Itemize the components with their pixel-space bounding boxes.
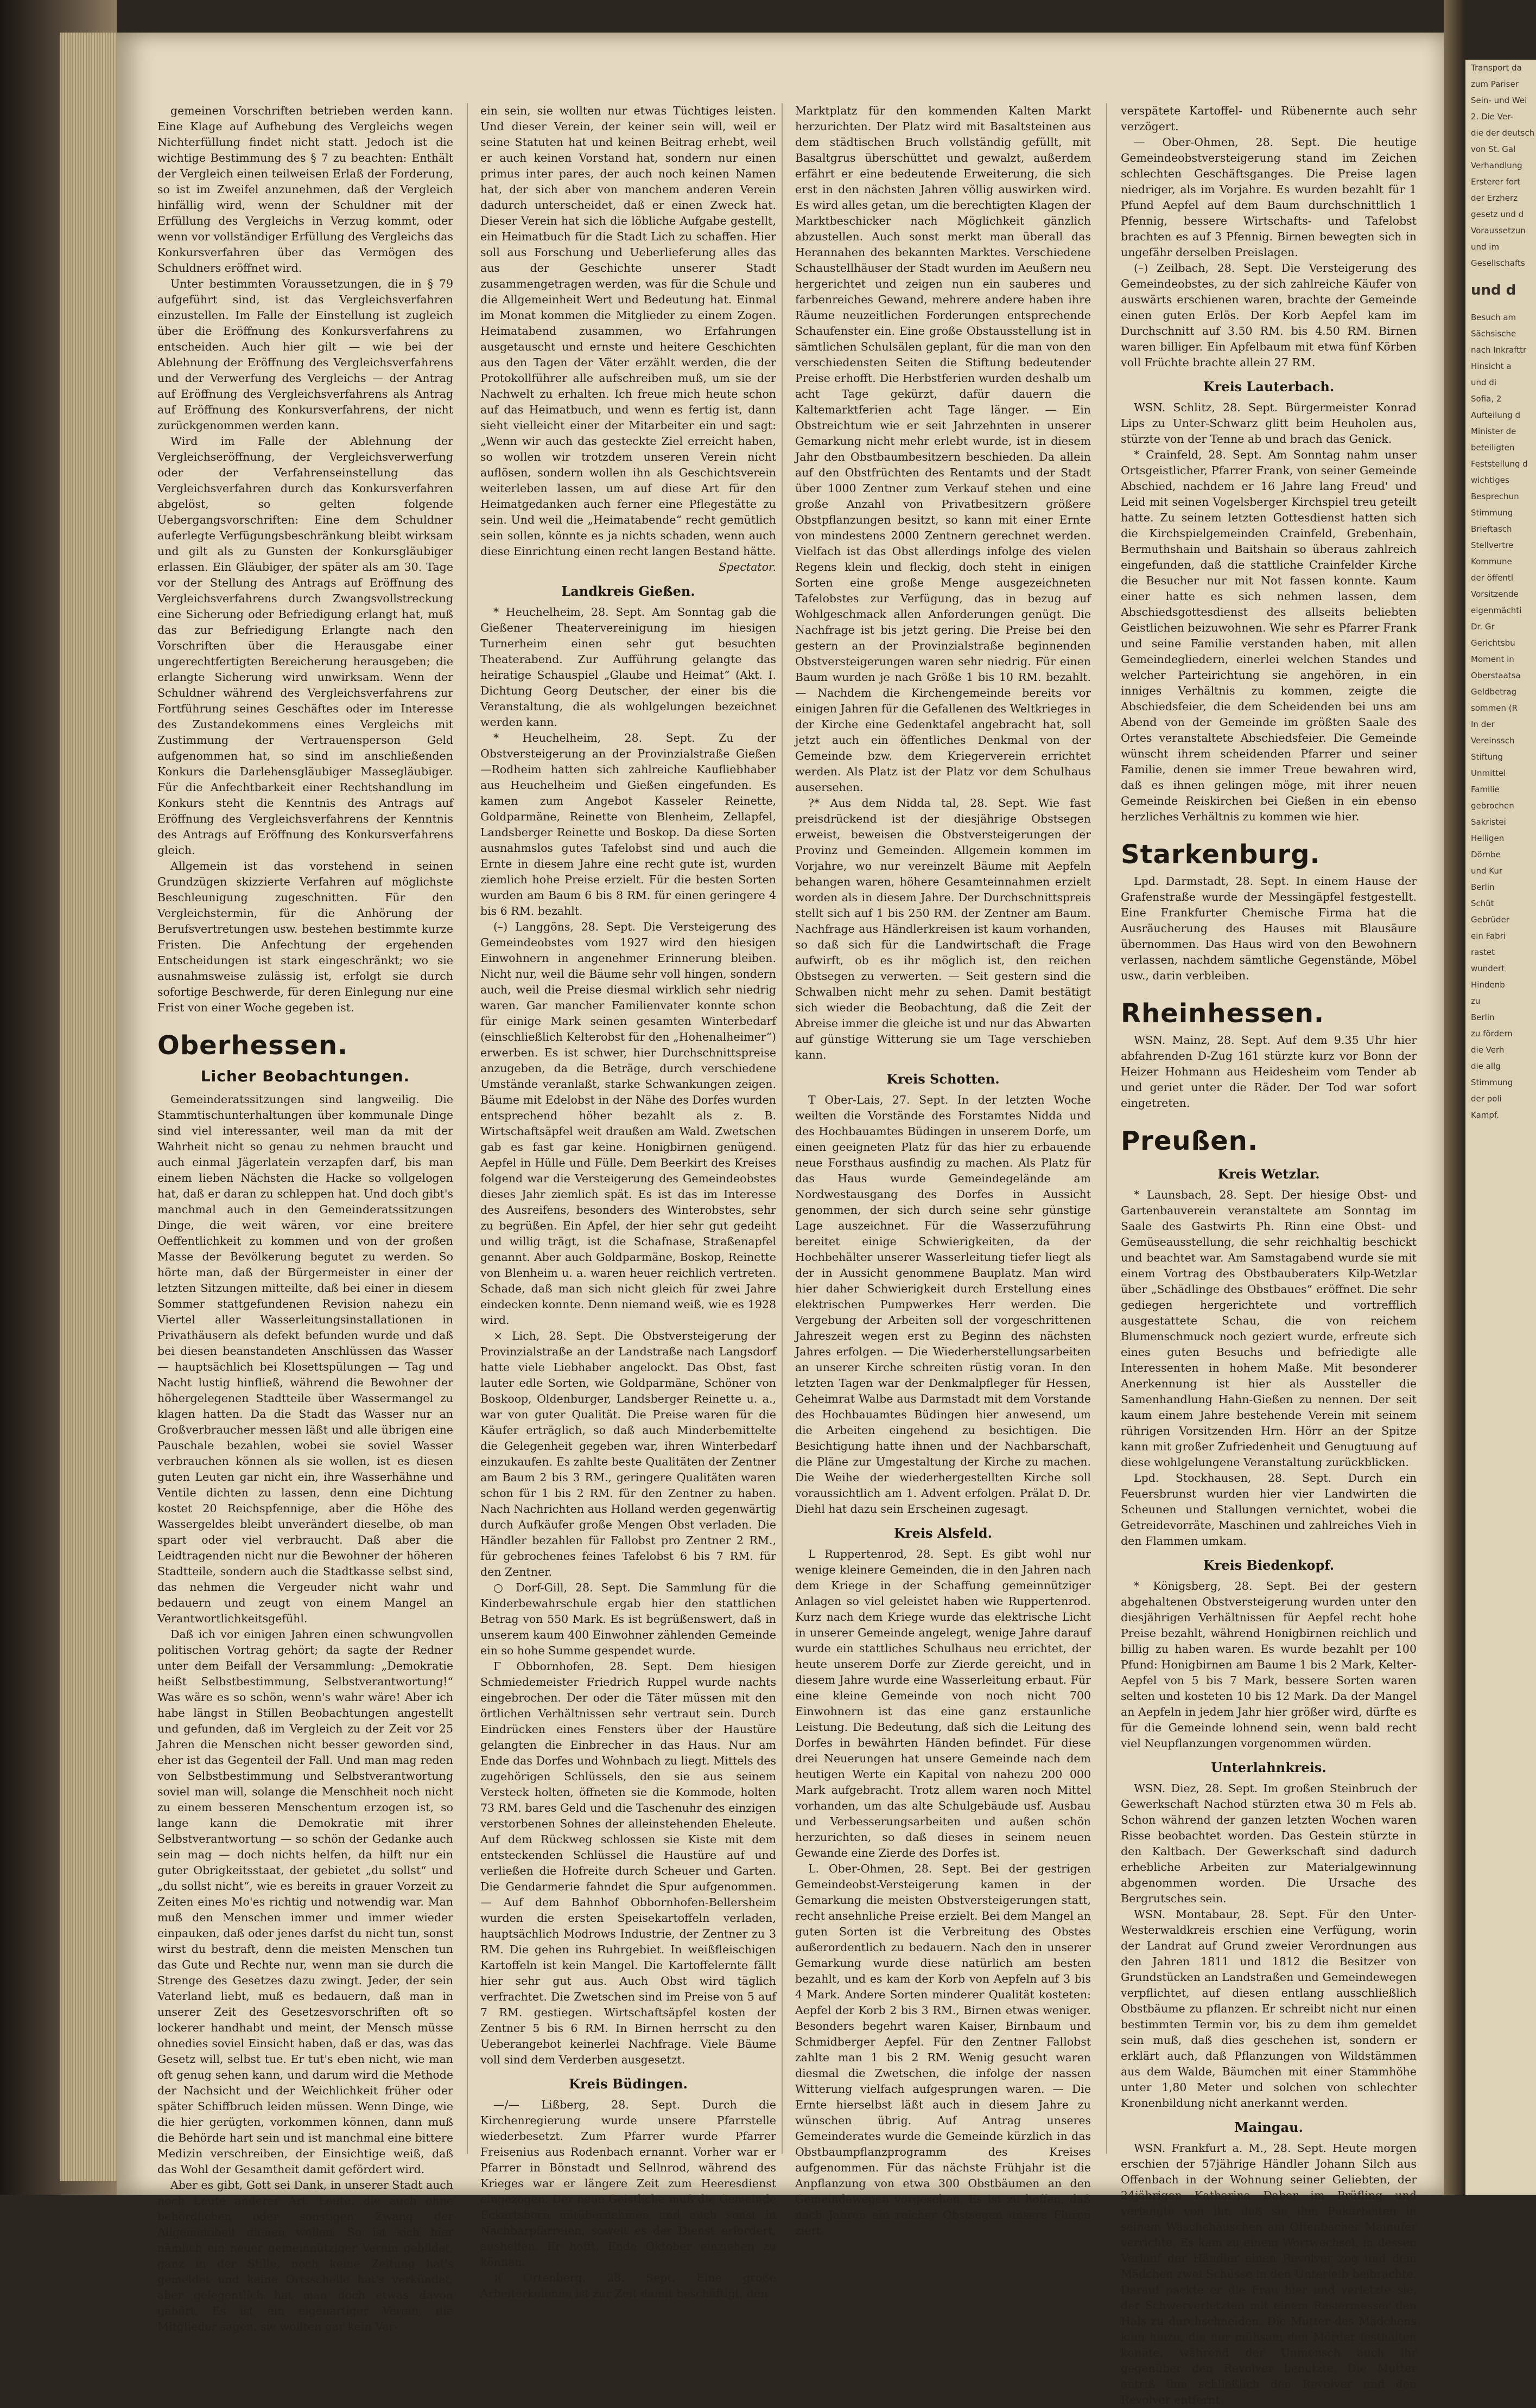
- next-page-fragment: Kommune: [1471, 557, 1512, 566]
- next-page-edge: [1465, 60, 1536, 2195]
- next-page-fragment: rastet: [1471, 947, 1495, 957]
- article-paragraph: Lpd. Stockhausen, 28. Sept. Durch ein Feuersbrunst wurden hier vier Landwirten die Scheunen und Stallungen vernichtet, wobei die Getreidevorräte, Maschinen und zahlreiches Vieh in den Flammen umkam.: [1121, 1471, 1417, 1547]
- next-page-fragment: Sakristei: [1471, 817, 1506, 827]
- region-heading: Rheinhessen.: [1121, 998, 1325, 1029]
- next-page-fragment: Dörnbe: [1471, 850, 1501, 859]
- next-page-fragment: Moment in: [1471, 654, 1514, 664]
- column-3: [795, 103, 1091, 2237]
- article-paragraph: WSN. Frankfurt a. M., 28. Sept. Heute morgen erschien der 57jährige Händler Johann Silch aus Offenbach in der Wohnung seiner Geliebten, der 24jährigen Katharina Daber im Prüfling und verlangte von ihr, daß sie ihm Pukarbeiten in seinem Wäschehäuschen am Offenbacher Mainufer verrichte. Es kam zu einem Wortwechsel, in dessen Verlauf der Händler einen Revolver zog und dem Mädchen zwei Schüsse in den Unterleib beibrachte. Darauf packte er die Frau hier und verletzte sie, der Schwerverletzten mit einem Rasiermesser den Hals zu durchschneiden. Die Mutter des Mädchens kam hinzu, die nur mühsam den Mörder festhalten konnte, während der Unmensch auch ihr gegenüber den Revolver benutzte. Die Mutter entriß ihm schließlich den Revolver und den Revolver entfernt.: [1121, 2142, 1417, 2406]
- next-page-fragment: sommen (R: [1471, 703, 1518, 713]
- next-page-fragment: die der deutsch: [1471, 128, 1535, 138]
- next-page-fragment: beteiligten: [1471, 443, 1515, 453]
- column-4: [1121, 103, 1417, 2406]
- article-paragraph: Aber es gibt, Gott sei Dank, in unserer Stadt auch noch Leute anderer Art. Leute, die auch ohne behördlichen oder sonstigen Zwang der Allgemeinheit dienen wollen. So ist sich hier nämlich ein neuer gemeinnütziger Verein gebildet, ganz in der Stille, noch keine Zeitung hat's gemeldet und keine Ortsschelle hat's verkündet, aber gelegentlich hat man doch etwas davon gehört. Es ist ein eigenartiger Verein, die Mitglieder sagen, sie wollten gar kein Ver-: [157, 2178, 453, 2333]
- district-heading: Kreis Biedenkopf.: [1203, 1557, 1335, 1573]
- district-heading: Kreis Büdingen.: [569, 2076, 688, 2092]
- article-paragraph: Allgemein ist das vorstehend in seinen Grundzügen skizzierte Verfahren auf möglichste Beschleunigung zugeschnitten. Für den Vergleichstermin, für die Anhörung der Berufsvertretungen usw. bestehen bestimmte kurze Fristen. Die Anfechtung der ergehenden Entscheidungen ist stark eingeschränkt; wo sie ausnahmsweise zulässig ist, erfolgt sie durch sofortige Beschwerde, für deren Einlegung nur eine Frist von einer Woche gegeben ist.: [157, 859, 453, 1014]
- next-page-fragment: der Erzherz: [1471, 193, 1518, 203]
- article-paragraph: gemeinen Vorschriften betrieben werden kann. Eine Klage auf Aufhebung des Vergleichs wegen Nichterfüllung findet nicht statt. Jedoch ist die wichtige Bestimmung des § 7 zu beachten: Enthält der Vergleich einen teilweisen Erlaß der Forderung, so ist im Zweifel anzunehmen, daß der Vergleich hinfällig wird, wenn der Schuldner mit der Erfüllung des Vergleichs in Verzug kommt, oder wenn vor vollständiger Erfüllung des Vergleichs das Konkursverfahren über das Vermögen des Schuldners eröffnet wird.: [157, 104, 453, 275]
- next-page-fragment: Berlin: [1471, 882, 1495, 892]
- district-heading: Landkreis Gießen.: [561, 583, 695, 599]
- article-paragraph: (–) Zeilbach, 28. Sept. Die Versteigerung des Gemeindeobstes, zu der sich zahlreiche Käufer von auswärts erschienen waren, brachte der Gemeinde einen guten Erlös. Der Korb Aepfel kam im Durchschnitt auf 3.50 RM. bis 4.50 RM. Birnen waren billiger. Ein Apfelbaum mit etwa fünf Körben voll Früchte brachte allein 27 RM.: [1121, 262, 1417, 369]
- next-page-fragment: Kampf.: [1471, 1110, 1499, 1120]
- article-paragraph: ein sein, sie wollten nur etwas Tüchtiges leisten. Und dieser Verein, der keiner sein will, weil er seine Statuten hat und keinen Beitrag erhebt, weil er auch keinen Vorstand hat, sondern nur einen primus inter pares, der auch noch keinen Namen hat, der sich aber von manchem anderen Verein dadurch unterscheidet, daß er einen Zweck hat. Dieser Verein hat sich die löbliche Aufgabe gestellt, ein Heimatbuch für die Stadt Lich zu schaffen. Hier soll aus Forschung und Ueberlieferung alles das aus der Geschichte unserer Stadt zusammengetragen werden, was für die Schule und die Allgemeinheit Wert und Bedeutung hat. Einmal im Monat kommen die Mitglieder zu einem Zogen. Heimatabend zusammen, wo Erfahrungen ausgetauscht und ernste und heitere Geschichten aus den Tagen der Väter erzählt werden, die der Protokollführer alle aufschreiben muß, um sie der Nachwelt zu erhalten. Ich freue mich heute schon auf das Heimatbuch, und wenn es fertig ist, dann sieht vielleicht einer der Mitarbeiter ein und sagt: „Wenn wir auch das gesteckte Ziel erreicht haben, so wollen wir trotzdem unseren Verein nicht auflösen, sondern wollen ihn als Geschichtsverein weiterleben lassen, um auf diese Art für den Heimatgedanken auch ferner eine Pflegestätte zu sein. Und weil die „Heimatabende“ recht gemütlich sein sollen, könnte es ja nichts schaden, wenn auch diese Einrichtung einen recht langen Bestand hätte.: [480, 104, 776, 558]
- next-page-fragment: zu fördern: [1471, 1029, 1513, 1039]
- article-paragraph: * Heuchelheim, 28. Sept. Zu der Obstversteigerung an der Provinzialstraße Gießen—Rodheim hatten sich zahlreiche Kaufliebhaber aus Heuchelheim und Gießen eingefunden. Es kamen zum Angebot Kasseler Reinette, Goldparmäne, Reinette von Blenheim, Zellapfel, Landsberger Reinette und Boskop. Da diese Sorten ausnahmslos gutes Tafelobst sind und auch die Ernte in diesem Jahre eine recht gute ist, wurden ziemlich hohe Preise erzielt. Für die besten Sorten wurden am Baum 6 bis 8 RM. für einen geringere 4 bis 6 RM. bezahlt.: [480, 731, 776, 918]
- article-paragraph: * Königsberg, 28. Sept. Bei der gestern abgehaltenen Obstversteigerung wurden unter den diesjährigen Verhältnissen für Aepfel recht hohe Preise bezahlt, während Honigbirnen reichlich und billig zu haben waren. Es wurde bezahlt per 100 Pfund: Honigbirnen am Baume 1 bis 2 Mark, Kelter-Aepfel von 5 bis 7 Mark, bessere Sorten waren selten und kosteten 10 bis 12 Mark. Da der Mangel an Aepfeln in jedem Jahr hier größer wird, dürfte es für die Gemeinde lohnend sein, wenn bald recht viel Neupflanzungen vorgenommen würden.: [1121, 1579, 1417, 1750]
- district-heading: Kreis Wetzlar.: [1217, 1166, 1320, 1182]
- district-heading: Unterlahnkreis.: [1211, 1760, 1326, 1775]
- article-paragraph: verspätete Kartoffel- und Rübenernte auch sehr verzögert.: [1121, 104, 1417, 133]
- article-paragraph: WSN. Diez, 28. Sept. Im großen Steinbruch der Gewerkschaft Nachod stürzten etwa 30 m Fels ab. Schon während der ganzen letzten Wochen waren Risse beobachtet worden. Das Gestein stürzte in den Kaltbach. Der Gewerkschaft sind dadurch erhebliche Arbeiten zur Materialgewinnung abgenommen worden. Die Ursache des Bergrutsches sein.: [1121, 1782, 1417, 1905]
- article-paragraph: WSN. Schlitz, 28. Sept. Bürgermeister Konrad Lips zu Unter-Schwarz glitt beim Heuholen aus, stürzte von der Tenne ab und brach das Genick.: [1121, 401, 1417, 445]
- next-page-fragment: Unmittel: [1471, 768, 1506, 778]
- article-paragraph: L. Ober-Ohmen, 28. Sept. Bei der gestrigen Gemeindeobst-Versteigerung kamen in der Gemarkung die meisten Obstversteigerungen statt, recht ansehnliche Preise erzielt. Bei dem Mangel an guten Sorten ist die Verbreitung des Obstes außerordentlich zu bedauern. Nach den in unserer Gemarkung wurde diese natürlich am besten bezahlt, und es kam der Korb von Aepfeln auf 3 bis 4 Mark. Andere Sorten minderer Qualität kosteten: Aepfel der Korb 2 bis 3 RM., Birnen etwas weniger. Besonders begehrt waren Kaiser, Birnbaum und Schmidberger Aepfel. Für den Zentner Fallobst zahlte man 1 bis 2 RM. Wenig gesucht waren diesmal die Zwetschen, die infolge der nassen Witterung vielfach aufgesprungen waren. — Die Ernte hierselbst läßt auch in diesem Jahre zu wünschen übrig. Auf Antrag unseres Gemeinderates wurde die Gemeinde kürzlich in das Obstbaumpflanzprogramm des Kreises aufgenommen. Für das nächste Frühjahr ist die Anpflanzung von etwa 300 Obstbäumen an den Gemeindewegen vorgesehen. Es ist zu hoffen, daß nach Jahren ein reicher Obstsegen unsere Fluren ziert.: [795, 1862, 1091, 2237]
- region-heading: Preußen.: [1121, 1126, 1259, 1156]
- next-page-fragment: Familie: [1471, 785, 1500, 794]
- next-page-fragment: Gebrüder: [1471, 915, 1509, 925]
- article-paragraph: Lpd. Darmstadt, 28. Sept. In einem Hause der Grafenstraße wurde der Messingäpfel festgestellt. Eine Frankfurter Chemische Firma hat die Ausräucherung des Hauses mit Blausäure übernommen. Das Haus wird von den Bewohnern verlassen, nachdem sämtliche Gegenstände, Möbel usw., darin verbleiben.: [1121, 875, 1417, 982]
- next-page-fragment: Verhandlung: [1471, 161, 1522, 170]
- next-page-fragment: Schüt: [1471, 899, 1494, 908]
- next-page-fragment: der poli: [1471, 1094, 1502, 1104]
- next-page-fragment: die allg: [1471, 1061, 1501, 1071]
- next-page-fragment: eigenmächti: [1471, 606, 1522, 615]
- next-page-fragment: Aufteilung d: [1471, 410, 1521, 420]
- article-paragraph: — Ober-Ohmen, 28. Sept. Die heutige Gemeindeobstversteigerung stand im Zeichen schlechten Geschäftsganges. Die Preise lagen niedriger, als im Vorjahre. Es wurden bezahlt für 1 Pfund Aepfel auf dem Baum durchschnittlich 1 Pfennig, bessere Wirtschafts- und Tafelobst brachten es auf 3 Pfennig. Birnen bewegten sich in ungefähr derselben Preislagen.: [1121, 136, 1417, 259]
- newspaper-columns: [157, 103, 1422, 2406]
- region-heading: Oberhessen.: [157, 1030, 348, 1061]
- article-paragraph: * Launsbach, 28. Sept. Der hiesige Obst- und Gartenbauverein veranstaltete am Sonntag im Saale des Gastwirts Ph. Rinn eine Obst- und Gemüseausstellung, die sehr reichhaltig beschickt und beachtet war. Am Samstagabend wurde sie mit einem Vortrag des Obstbauberaters Kilp-Wetzlar über „Schädlinge des Obstbaues“ eröffnet. Die sehr gediegen hergerichtete und vortrefflich ausgestattete Schau, die von reichem Blumenschmuck noch geziert wurde, erfreute sich eines guten Besuchs und befriedigte alle Interessenten in hohem Maße. Mit besonderer Anerkennung ist hier als Aussteller die Samenhandlung Hahn-Gießen zu nennen. Der seit kaum einem Jahre bestehende Verein mit seinem rührigen Vorsitzenden Hrn. Hörr an der Spitze kann mit großer Zufriedenheit und Genugtuung auf diese wohlgelungene Veranstaltung zurückblicken.: [1121, 1188, 1417, 1469]
- next-page-fragment: Hinsicht a: [1471, 361, 1512, 371]
- next-page-fragment: In der: [1471, 719, 1495, 729]
- article-paragraph: WSN. Montabaur, 28. Sept. Für den Unter-Westerwaldkreis erschien eine Verfügung, worin der Landrat auf Grund zweier Verordnungen aus den Jahren 1811 und 1812 die Besitzer von Grundstücken an Landstraßen und Gemeindewegen verpflichtet, auf diesen entlang ausschließlich Obstbäume zu pflanzen. Er schreibt nicht nur einen bestimmten Termin vor, bis zu dem ihm gemeldet sein muß, daß dies geschehen ist, sondern er erklärt auch, daß Pflanzungen von Wildstämmen aus dem Walde, Bäumchen mit einer Stammhöhe unter 1,80 Meter und solchen von schlechter Kronenbildung nicht anerkannt werden.: [1121, 1908, 1417, 2110]
- next-page-fragment: ein Fabri: [1471, 931, 1506, 941]
- next-page-fragment: Sein- und Wei: [1471, 95, 1527, 105]
- next-page-fragment: Vereinssch: [1471, 736, 1515, 746]
- article-paragraph: * Heuchelheim, 28. Sept. Am Sonntag gab die Gießener Theatervereinigung im hiesigen Turnerheim einen sehr gut besuchten Theaterabend. Zur Aufführung gelangte das heiratige Schauspiel „Glaube und Heimat“ (Akt. I. Dichtung Georg Deutscher, der einer bis die Veranstaltung, die als wohlgelungen bezeichnet werden kann.: [480, 606, 776, 729]
- article-paragraph: —/— Lißberg, 28. Sept. Durch die Kirchenregierung wurde unsere Pfarrstelle wiederbesetzt. Zum Pfarrer wurde Pfarrer Freisenius aus Rodenbach ernannt. Vorher war er Pfarrer in Bönstadt und Sellnrod, während des Krieges war er längere Zeit zum Heeresdienst eingezogen. Der neue Geistliche muß die Gemeinde Eckartsborn mitübernehmen und auch sonst in Nachbarpfarreien, soweit es der Dienst erfordert, aushelfen. Er hofft, Ende Oktober einziehen zu können.: [480, 2098, 776, 2269]
- next-page-fragment: gesetz und d: [1471, 209, 1524, 219]
- next-page-fragment: Brieftasch: [1471, 524, 1512, 534]
- article-paragraph: * Crainfeld, 28. Sept. Am Sonntag nahm unser Ortsgeistlicher, Pfarrer Frank, von seiner Gemeinde Abschied, nachdem er 16 Jahre lang Freud' und Leid mit seinen Vogelsberger Kirchspiel treu geteilt hatte. Zu seinem letzten Gottesdienst hatten sich die Kirchspielgemeinden Crainfeld, Grebenhain, Bermuthshain und Baitshain so überaus zahlreich eingefunden, daß die stattliche Crainfelder Kirche die Besucher nur mit Not fassen konnte. Kaum einer hatte es sich nehmen lassen, dem Abschiedsgottesdienst des allseits beliebten Geistlichen beizuwohnen. Wie sehr es Pfarrer Frank und seine Familie verstanden haben, mit allen Gemeindegliedern, einerlei welchen Standes und welcher Parteirichtung sie angehören, in ein inniges Verhältnis zu kommen, zeigte die Abschiedsfeier, die dem Scheidenden bei uns am Abend von der Gemeinde im größten Saale des Ortes veranstaltete Abschiedsfeier. Die Gemeinde wünscht ihrem scheidenden Pfarrer und seiner Familie, denen sie immer Treue bewahren wird, daß es ihnen gelingen möge, mit ihrer neuen Gemeinde Reiskirchen bei Gießen in ein ebenso herzliches Verhältnis zu kommen wie hier.: [1121, 448, 1417, 823]
- region-heading: Starkenburg.: [1121, 839, 1321, 870]
- next-page-fragment: Gerichtsbu: [1471, 638, 1515, 648]
- article-paragraph: Daß ich vor einigen Jahren einen schwungvollen politischen Vortrag gehört; da sagte der Redner unter dem Beifall der Versammlung: „Demokratie heißt Selbstbestimmung, Selbstverantwortung!“ Was wäre es so schön, wenn's wahr wäre! Aber ich habe längst in Stillen Beobachtungen angestellt und gefunden, daß im Vergleich zu der Zeit vor 25 Jahren die Menschen nicht besser geworden sind, eher ist das Gegenteil der Fall. Und man mag reden von Selbstbestimmung und Selbstverantwortung soviel man will, solange die Menschheit noch nicht zu einem besseren Menschentum erzogen ist, so lange kann die Demokratie mit ihrer Selbstverantwortung — so schön der Gedanke auch sein mag — doch nichts helfen, da hilft nur ein guter Obrigkeitsstaat, der gebietet „du sollst“ und „du sollst nicht“, wie es bereits in grauer Vorzeit zu Zeiten eines Mo'es richtig und notwendig war. Man muß den Menschen immer und immer wieder einpauken, daß oder jenes darfst du nicht tun, sonst wirst du bestraft, denn die meisten Menschen tun das Gute und Rechte nur, wenn man sie durch die Strenge des Gesetzes dazu zwingt. Jeder, der sein Vaterland liebt, muß es bedauern, daß man in unserer Zeit des Gesetzesvorschriften oft so lockerer handhabt und meint, der Mensch müsse ohnedies soviel Einsicht haben, daß er das, was das Gesetz will, selbst tue. Er tut's eben nicht, wie man oft genug sehen kann, und darum wird die Methode der Nachsicht und der Weichlichkeit früher oder später Schiffbruch leiden müssen. Wenn Dinge, wie die hier gerügten, vorkommen können, dann muß die Behörde hart sein und ist manchmal eine bittere Medizin verschreiben, der Einsichtige weiß, daß das Wohl der Gesamtheit damit gefördert wird.: [157, 1628, 453, 2176]
- article-heading: Licher Beobachtungen.: [200, 1067, 410, 1085]
- next-page-fragment: Transport da: [1471, 63, 1522, 73]
- next-page-fragment: zu: [1471, 996, 1481, 1006]
- article-paragraph: T Ober-Lais, 27. Sept. In der letzten Woche weilten die Vorstände des Forstamtes Nidda und des Hochbauamtes Büdingen in unserem Dorfe, um einen geeigneten Platz für das hier zu erbauende neue Forsthaus ausfindig zu machen. Als Platz für das Haus wurde Gemeindegelände am Nordwestausgang des Dorfes in Aussicht genommen, der sich durch seine sehr günstige Lage auszeichnet. Für die Wasserzuführung bereitet einige Schwierigkeiten, da der Hochbehälter unserer Wasserleitung tiefer liegt als der in Aussicht genommene Bauplatz. Man wird hier daher Schwierigkeit durch Erstellung eines elektrischen Pumpwerkes Herr werden. Die Vergebung der Arbeiten soll der vorgeschrittenen Jahreszeit wegen erst zu Beginn des nächsten Jahres erfolgen. — Die Wiederherstellungsarbeiten an unserer Kirche schreiten rüstig voran. In den letzten Tagen war der Denkmalpfleger für Hessen, Geheimrat Walbe aus Darmstadt mit dem Vorstande des Hochbauamtes Büdingen hier anwesend, um die Arbeiten eingehend zu besichtigen. Die Besichtigung hatte ihnen und der Nachbarschaft, die Pläne zur Umgestaltung der Kirche zu machen. Die Weihe der wiederhergestellten Kirche soll voraussichtlich am 1. Advent erfolgen. Prälat D. Dr. Diehl hat dazu sein Erscheinen zugesagt.: [795, 1093, 1091, 1515]
- article-paragraph: Wird im Falle der Ablehnung der Vergleichseröffnung, der Vergleichsverwerfung oder der Verfahrenseinstellung das Vergleichsverfahren durch das Konkursverfahren abgelöst, so gelten folgende Uebergangsvorschriften: Eine dem Schuldner auferlegte Verfügungsbeschränkung bleibt wirksam und gilt als zu Gunsten der Konkursgläubiger erlassen. Ein Gläubiger, der später als am 30. Tage vor der Stellung des Antrags auf Eröffnung des Vergleichsverfahrens durch Zwangsvollstreckung eine Sicherung oder Befriedigung erlangt hat, muß das zur Befriedigung Erlangte nach den Vorschriften über die Herausgabe einer ungerechtfertigten Bereicherung herausgeben; die erlangte Sicherung wird unwirksam. Wenn der Schuldner während des Vergleichsverfahrens zur Fortführung seines Geschäftes oder im Interesse des Zustandekommens eines Vergleichs mit Zustimmung der Vertrauensperson Geld aufgenommen hat, so sind im anschließenden Konkurs die Darlehensgläubiger Massegläubiger. Für die Anfechtbarkeit einer Rechtshandlung im Konkurs steht die Kenntnis des Antrags auf Eröffnung des Vergleichsverfahrens der Kenntnis des Antrags auf Eröffnung des Konkursverfahrens gleich.: [157, 435, 453, 857]
- next-page-fragment: Minister de: [1471, 426, 1516, 436]
- next-page-fragment: Sofia, 2: [1471, 394, 1502, 404]
- column-rule: [782, 103, 783, 2154]
- next-page-fragment: 2. Die Ver-: [1471, 112, 1513, 122]
- next-page-fragment: Stellvertre: [1471, 540, 1514, 550]
- district-heading: Kreis Alsfeld.: [894, 1525, 992, 1541]
- next-page-fragment: nach Inkrafttr: [1471, 345, 1527, 355]
- article-paragraph: × Lich, 28. Sept. Die Obstversteigerung der Provinzialstraße an der Landstraße nach Langsdorf hatte viele Liebhaber angelockt. Das Obst, fast lauter edle Sorten, wie Goldparmäne, Schöner von Boskoop, Oldenburger, Landsberger Reinette u. a., war von guter Qualität. Die Preise waren für die Käufer erträglich, so daß auch Minderbemittelte die Gelegenheit gegeben war, ihren Winterbedarf einzukaufen. Es zahlte beste Qualitäten der Zentner am Baum 2 bis 3 RM., geringere Qualitäten waren schon für 1 bis 2 RM. für den Zentner zu haben. Nach Nachrichten aus Holland werden gegenwärtig durch Aufkäufer große Mengen Obst verladen. Die Händler bezahlen für Fallobst pro Zentner 2 RM., für gebrochenes feines Tafelobst 6 bis 7 RM. für den Zentner.: [480, 1329, 776, 1578]
- next-page-fragment: Besuch am: [1471, 313, 1516, 322]
- next-page-fragment: der öffentl: [1471, 573, 1513, 583]
- column-rule: [467, 103, 468, 2154]
- article-paragraph: WSN. Mainz, 28. Sept. Auf dem 9.35 Uhr hier abfahrenden D-Zug 161 stürzte kurz vor Bonn der Heizer Hohmann aus Heidesheim vom Tender ab und geriet unter die Räder. Der Tod war sofort eingetreten.: [1121, 1034, 1417, 1110]
- gutter-shadow: [1444, 0, 1465, 2195]
- next-page-heading-fragment: und d: [1471, 282, 1516, 298]
- next-page-fragment: gebrochen: [1471, 801, 1514, 811]
- article-paragraph: Gemeinderatssitzungen sind langweilig. Die Stammtischunterhaltungen über kommunale Dinge sind viel interessanter, weil man da mit der Wahrheit nicht so genau zu nehmen braucht und auch einmal Jägerlatein verzapfen darf, bis man einem lieben Nächsten die Hacke so vollgelogen hat, daß er daran zu schleppen hat. Und doch gibt's manchmal auch in den Gemeinderatssitzungen Dinge, die weit wären, vor eine breitere Oeffentlichkeit zu kommen und von der großen Masse der Bevölkerung begutet zu werden. So hörte man, daß der Bürgermeister in einer der letzten Sitzungen mitteilte, daß bei einer in diesem Sommer stattgefundenen Revision nahezu ein Viertel aller Wasserleitungsinstallationen in Privathäusern als defekt befunden wurde und daß bei diesen beanstandeten Anschlüssen das Wasser — hauptsächlich bei Klosettspülungen — Tag und Nacht lustig hinfließ, während die Bewohner der höhergelegenen Stadtteile über Wassermangel zu klagen hatten. Da die Stadt das Wasser nur an Großverbraucher messen läßt und alle übrigen eine Pauschale bezahlen, wobei sie soviel Wasser verbrauchen können als sie wollen, ist es diesen guten Leuten gar nicht ein, ihre Wasserhähne und Ventile dichten zu lassen, denn eine Dichtung kostet 20 Reichspfennige, aber die Höhe des Wassergeldes bleibt unverändert dieselbe, ob man spart oder viel verbraucht. Daß aber die Leidtragenden nicht nur die Bewohner der höheren Stadtteile, sondern auch die Stadtkasse selbst sind, das nehmen die Vergeuder nicht wahr und bedauern und zeugt von einem Mangel an Verantwortlichkeitsgefühl.: [157, 1093, 453, 1625]
- district-heading: Kreis Lauterbach.: [1203, 379, 1335, 394]
- next-page-fragment: Berlin: [1471, 1012, 1495, 1022]
- next-page-fragment: Dr. Gr: [1471, 622, 1495, 632]
- article-paragraph: ?* Aus dem Nidda tal, 28. Sept. Wie fast preisdrückend ist der diesjährige Obstsegen erweist, beweisen die Obstversteigerungen der Provinz und Gemeinden. Allgemein kommen im Vorjahre, wo nur vereinzelt Bäume mit Aepfeln behangen waren, höhere Gesamteinnahmen erzielt worden als in diesem Jahre. Der Durchschnittspreis stellt sich auf 1 bis 250 RM. der Zentner am Baum. Nachfrage aus Händlerkreisen ist kaum vorhanden, so daß sich für die Landwirtschaft die Frage aufwirft, ob es ihr möglich ist, den reichen Obstsegen zu verwerten. — Seit gestern sind die Schwalben nicht mehr zu sehen. Damit bestätigt sich wieder die Beobachtung, daß die Zeit der Abreise immer die gleiche ist und nur das Abwarten auf günstige Witterung sie um Tage verschieben kann.: [795, 797, 1091, 1061]
- next-page-fragment: Besprechun: [1471, 492, 1519, 501]
- next-page-fragment: wichtiges: [1471, 475, 1509, 485]
- article-paragraph: Marktplatz für den kommenden Kalten Markt herzurichten. Der Platz wird mit Basaltsteinen aus dem städtischen Bruch vollständig gefüllt, mit Basaltgrus überschüttet und gewalzt, außerdem erfährt er eine bedeutende Erweiterung, die sich erst in den nächsten Jahren völlig auswirken wird. Es wird alles getan, um die berechtigten Klagen der Marktbeschicker nach Möglichkeit gänzlich abzustellen. Auch sonst merkt man überall das Herannahen des bekannten Marktes. Verschiedene Schaustellhäuser der Stadt wurden im Aeußern neu hergerichtet und zeigen nun ein sauberes und farbenreiches Gewand, mehrere andere haben ihre Räume neuzeitlichen Forderungen entsprechende Schaufenster ein. Eine große Obstausstellung ist in sämtlichen Schulsälen geplant, für die man von den verschiedensten Seiten die Stiftung bedeutender Preise erhofft. Die Herbstferien wurden deshalb um acht Tage gekürzt, dafür dauern die Kaltemarktferien acht Tage länger. — Ein Obstreichtum wie er seit Jahrzehnten in unserer Gemarkung nicht mehr erlebt wurde, ist in diesem Jahr den Obstbaumbesitzern beschieden. Da allein auf den Obstfrüchten des Rentamts und der Stadt über 1000 Zentner zum Verkauf stehen und eine große Anzahl von Privatbesitzern größere Obstpflanzungen besitzt, so kann mit einer Ernte von mindestens 2000 Zentnern gerechnet werden. Vielfach ist das Obst allerdings infolge des vielen Regens klein und fleckig, doch steht in einigen Sorten eine große Menge ausgezeichneten Tafelobstes zur Verfügung, das in bezug auf Wohlgeschmack allen Anforderungen genügt. Die Nachfrage ist bis jetzt gering. Die Preise bei den gestern an der Provinzialstraße beginnenden Obstversteigerungen waren sehr niedrig. Für einen Baum wurden je nach Größe 1 bis 10 RM. bezahlt. — Nachdem die Kirchengemeinde bereits vor einigen Jahren für die Gefallenen des Weltkrieges in der Kirche eine Gedenktafel angebracht hat, soll jetzt auch ein öffentliches Denkmal von der Gemeinde bzw. dem Kriegerverein errichtet werden. Als Platz ist der Platz vor dem Schulhaus ausersehen.: [795, 104, 1091, 794]
- next-page-fragment: Heiligen: [1471, 833, 1505, 843]
- next-page-fragment: Stimmung: [1471, 508, 1513, 518]
- article-paragraph: Γ Obbornhofen, 28. Sept. Dem hiesigen Schmiedemeister Friedrich Ruppel wurde nachts eingebrochen. Der oder die Täter müssen mit den örtlichen Verhältnissen sehr vertraut sein. Durch Eindrücken eines Fensters über der Haustüre gelangten die Einbrecher in das Haus. Nur am Ende das Dorfes und Wohnbach zu liegt. Mittels des zugehörigen Schlüssels, den sie aus seinem Versteck holten, öffneten sie die Kommode, holten 73 RM. bares Geld und die Taschenuhr des einzigen verstorbenen Sohnes der alleinstehenden Eheleute. Auf dem Rückweg schlossen sie Kiste mit dem entsteckenden Schlüssel die Haustüre auf und verließen die Hofreite durch Scheuer und Garten. Die Gendarmerie fahndet die Spur aufgenommen. — Auf dem Bahnhof Obbornhofen-Bellersheim wurden die ersten Speisekartoffeln verladen, hauptsächlich Modrows Industrie, der Zentner zu 3 RM. Die gehen ins Ruhrgebiet. In weißfleischigen Kartoffeln ist kein Mangel. Die Kartoffelernte fällt hier sehr gut aus. Auch Obst wird täglich verfrachtet. Die Zwetschen sind im Preise von 5 auf 7 RM. gestiegen. Wirtschaftsäpfel kosten der Zentner 5 bis 6 RM. In Birnen herrscht zu den Ueberangebot keinerlei Nachfrage. Viele Bäume voll sind dem Verderben ausgesetzt.: [480, 1660, 776, 2066]
- article-paragraph: ○ Dorf-Gill, 28. Sept. Die Sammlung für die Kinderbewahrschule ergab hier den stattlichen Betrag von 550 Mark. Es ist begrüßenswert, daß in unserem kaum 400 Einwohner zählenden Gemeinde ein so hohe Summe gespendet wurde.: [480, 1581, 776, 1657]
- page-edges: [60, 33, 119, 2181]
- article-paragraph: Unter bestimmten Voraussetzungen, die in § 79 aufgeführt sind, ist das Vergleichsverfahren einzustellen. Im Falle der Einstellung ist zugleich über die Eröffnung des Konkursverfahrens zu entscheiden. Auch hier gilt — wie bei der Ablehnung der Eröffnung des Vergleichsverfahrens und der Verwerfung des Vergleichs — der Antrag auf Eröffnung des Vergleichsverfahrens als Antrag auf Eröffnung des Konkursverfahrens, der nicht zurückgenommen werden kann.: [157, 277, 453, 432]
- district-heading: Kreis Schotten.: [886, 1071, 1000, 1087]
- article-paragraph: (–) Langgöns, 28. Sept. Die Versteigerung des Gemeindeobstes vom 1927 wird den hiesigen Einwohnern in angenehmer Erinnerung bleiben. Nicht nur, weil die Bäume sehr voll hingen, sondern auch, weil die Preise diesmal wirklich sehr niedrig waren. Gar mancher Familienvater konnte schon für einige Mark seinen gesamten Winterbedarf (einschließlich Kelterobst für den „Hohenalheimer“) erwerben. Es ist schwer, hier Durchschnittspreise anzugeben, da die Beträge, durch verschiedene Umstände veranlaßt, starke Schwankungen zeigen. Bäume mit Edelobst in der Nähe des Dorfes wurden entsprechend höher bezahlt als z. B. Wirtschaftsäpfel weit draußen am Wald. Zwetschen gab es fast gar keine. Honigbirnen genügend. Aepfel in Hülle und Fülle. Dem Beerkirt des Kreises folgend war die Versteigerung des Gemeindeobstes dieses Jahr ziemlich spät. Es ist das im Interesse des Ausreifens, besonders des Winterobstes, sehr zu begrüßen. Ein Apfel, der hier sehr gut gedeiht und willig trägt, ist die Schafnase, Straßenapfel genannt. Aber auch Goldparmäne, Boskop, Reinette von Blenheim u. a. waren heuer reichlich vertreten. Schade, daß man sich nicht gleich für zwei Jahre eindecken konnte. Denn niemand weiß, wie es 1928 wird.: [480, 920, 776, 1327]
- next-page-fragment: Vorsitzende: [1471, 589, 1519, 599]
- next-page-fragment: Gesellschafts: [1471, 258, 1525, 268]
- next-page-fragment: Voraussetzun: [1471, 226, 1526, 235]
- next-page-fragment: und im: [1471, 242, 1500, 252]
- column-rule: [1106, 103, 1107, 2154]
- next-page-fragment: Hindenb: [1471, 980, 1505, 990]
- next-page-fragment: wundert: [1471, 964, 1505, 973]
- author-signature: Spectator.: [719, 560, 776, 574]
- next-page-fragment: Stiftung: [1471, 752, 1503, 762]
- next-page-fragment: Sächsische: [1471, 329, 1516, 339]
- next-page-fragment: von St. Gal: [1471, 144, 1516, 154]
- next-page-fragment: Feststellung d: [1471, 459, 1528, 469]
- next-page-fragment: zum Pariser: [1471, 79, 1519, 89]
- article-paragraph: L Ruppertenrod, 28. Sept. Es gibt wohl nur wenige kleinere Gemeinden, die in den Jahren nach dem Kriege in der Schaffung gemeinnütziger Anlagen so viel geleistet haben wie Ruppertenrod. Kurz nach dem Kriege wurde das elektrische Licht in unserer Gemeinde angelegt, wenige Jahre darauf wurde ein stattliches Schulhaus neu errichtet, der heute unserem Dorfe zur Zierde gereicht, und in diesem Jahre wurde eine Wasserleitung erbaut. Für eine kleine Gemeinde von noch nicht 700 Einwohnern ist das eine ganz erstaunliche Leistung. Die Bedeutung, daß sich die Leitung des Dorfes in bewährten Händen befindet. Für diese drei Neuerungen hat unsere Gemeinde nach dem heutigen Werte ein Kapital von nahezu 200 000 Mark aufgebracht. Trotz allem waren noch Mittel vorhanden, um das alte Schulgebäude usf. Ausbau und Verbesserungsarbeiten und außen schön herzurichten, so daß dieses in seinem neuen Gewande eine Zierde des Dorfes ist.: [795, 1547, 1091, 1859]
- next-page-fragment: Stimmung: [1471, 1078, 1513, 1087]
- next-page-fragment: und Kur: [1471, 866, 1503, 876]
- district-heading: Maingau.: [1234, 2119, 1303, 2135]
- next-page-fragment: Geldbetrag: [1471, 687, 1517, 697]
- next-page-fragment: und di: [1471, 378, 1496, 387]
- article-paragraph: )( Ortenberg, 28. Sept. Eine große Arbeiterkolonne ist zur Zeit damit beschäftigt, den: [480, 2271, 776, 2300]
- column-1: [157, 103, 453, 2333]
- next-page-fragment: Ersterer fort: [1471, 177, 1521, 187]
- next-page-fragment: die Verh: [1471, 1045, 1505, 1055]
- next-page-fragment: Oberstaatsa: [1471, 671, 1521, 680]
- column-2: [480, 103, 776, 2300]
